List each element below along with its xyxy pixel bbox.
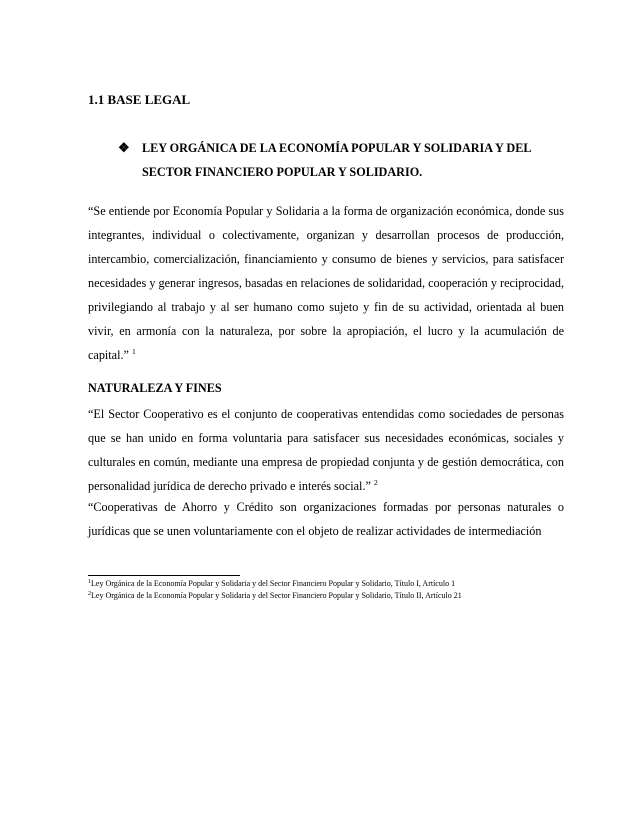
footnote-number: 1 [88, 579, 91, 585]
cooperative-sector-text: “El Sector Cooperativo es el conjunto de cooperativas entendidas como sociedades de personas que se han unido en forma voluntaria para satisfacer sus necesidades económicas, sociales y culturales en común, mediante una empresa de propiedad conjunta y de gestión democrática, con personalidad jurídica de derecho privado e interés social.” [88, 407, 564, 493]
footnote-2 [88, 590, 564, 602]
law-title: LEY ORGÁNICA DE LA ECONOMÍA POPULAR Y SOLIDARIA Y DEL SECTOR FINANCIERO POPULAR Y SOLIDARIO. [142, 141, 531, 179]
diamond-bullet-icon: ❖ [118, 140, 130, 155]
footnotes [88, 578, 564, 602]
footnote-text: Ley Orgánica de la Economía Popular y Solidaria y del Sector Financiero Popular y Solidario, Título I, Artículo 1 [91, 579, 456, 588]
footnote-separator [88, 575, 240, 576]
footnote-1 [88, 578, 564, 590]
section-title: BASE LEGAL [107, 92, 191, 107]
footnote-text: Ley Orgánica de la Economía Popular y Solidaria y del Sector Financiero Popular y Solidario, Título II, Artículo 21 [91, 591, 462, 600]
footnote-ref-1[interactable]: 1 [131, 347, 136, 356]
subsection-heading: NATURALEZA Y FINES [88, 381, 222, 395]
section-number: 1.1 [88, 92, 105, 107]
law-title-block [118, 136, 578, 184]
footnote-number: 2 [88, 591, 91, 597]
section-heading [88, 92, 190, 108]
footnote-ref-2[interactable]: 2 [373, 478, 378, 487]
definition-text: “Se entiende por Economía Popular y Solidaria a la forma de organización económica, donde sus integrantes, individual o colectivamente, organizan y desarrollan procesos de producción, intercambio, comercialización, financiamiento y consumo de bienes y servicios, para satisfacer necesidades y generar ingresos, basadas en relaciones de solidaridad, cooperación y reciprocidad, privilegiando al trabajo y al ser humano como sujeto y fin de su actividad, orientada al buen vivir, en armonía con la naturaleza, por sobre la apropiación, el lucro y la acumulación de capital.” [88, 204, 564, 362]
definition-paragraph [88, 199, 564, 367]
cooperative-sector-paragraph [88, 402, 564, 498]
credit-union-paragraph: “Cooperativas de Ahorro y Crédito son organizaciones formadas por personas naturales o jurídicas que se unen voluntariamente con el objeto de realizar actividades de intermediación [88, 500, 564, 538]
